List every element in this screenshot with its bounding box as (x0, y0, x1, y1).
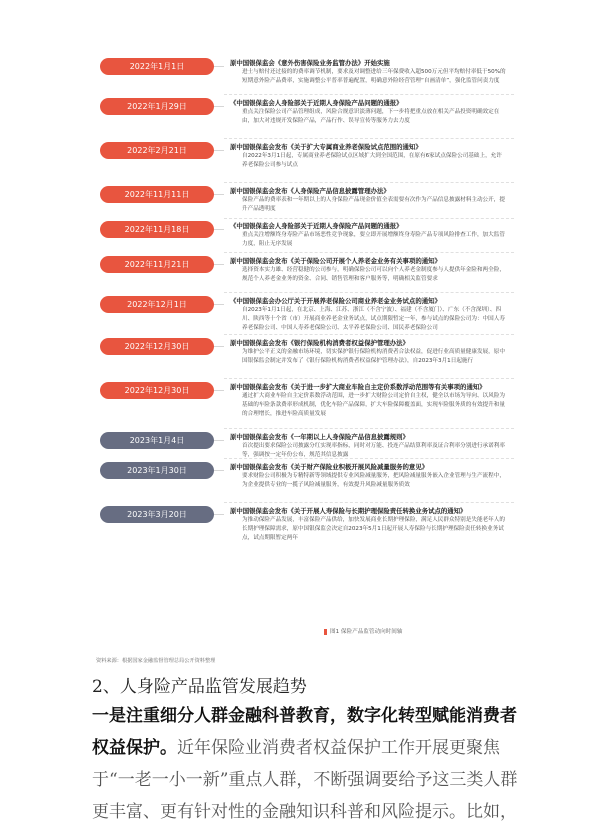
timeline-date-pill: 2023年1月30日 (100, 462, 214, 479)
timeline-entry-title: 原中国银保监会发布《关于开展人寿保险与长期护理保险责任转换业务试点的通知》 (230, 507, 467, 515)
paragraph-body: 近年保险业消费者权益保护工作开展更聚焦于“一老一小一新”重点人群，不断强调要给予这三类人群更丰富、更有针对性的金融知识科普和风险提示。比如， (92, 738, 518, 822)
timeline-entry-title: 原中国银保监会《意外伤害保险业务监管办法》开始实施 (230, 59, 390, 67)
timeline-date-pill: 2022年1月29日 (100, 98, 214, 115)
timeline-separator (224, 502, 514, 503)
paragraph-lead: 一是注重细分人群金融科普教育，数字化转型赋能消费者权益保护。 (92, 706, 517, 758)
body-paragraph (92, 700, 522, 828)
timeline-date-pill: 2023年3月20日 (100, 506, 214, 523)
figure-caption-text: 图1 保险产品监管动向时间轴 (330, 629, 403, 635)
timeline-entry-text: 通过扩大商业车险自主定价系数浮动范围，进一步扩大财险公司定价自主权，健全以市场为导向、以风险为基础的车险条款费率形成机制，优化车险产品保障，扩大车险保障覆盖面，实现车险服务质的有效提升和量的合理增长，推进车险高质量发展 (242, 393, 505, 418)
timeline-connector (214, 150, 224, 151)
timeline-entry-text: 为推动保险产品发展，丰富保险产品供给，加快发展商业长期护理保险，满足人民群众特别是失能老年人的长期护理保障需求，原中国银保监会决定自2023年5月1日起开展人寿保险与长期护理保险责任转换业务试点，试点期限暂定两年 (242, 517, 505, 542)
timeline-connector (214, 346, 224, 347)
timeline-entry-text: 为维护公平正义的金融市场环境，切实保护银行保险机构消费者合法权益，促进行业高质量健康发展，原中国银保监会制定并发布了《银行保险机构消费者权益保护管理办法》，自2023年3月1日起施行 (242, 349, 505, 365)
timeline-connector (214, 304, 224, 305)
timeline-connector (214, 264, 224, 265)
timeline-entry-text: 选择资本实力雄、经营稳健的公司参与，明确保险公司可以向个人养老金制度参与人提供年金险和两全险，规范个人养老金业务的资金、合同、销售管理和客户服务等，明确相关监管要求 (242, 267, 505, 283)
timeline-entry-title: 原中国银保监会发布《一年期以上人身保险产品信息披露规则》 (230, 433, 409, 441)
timeline-separator (224, 182, 514, 183)
section-heading: 2、人身险产品监管发展趋势 (92, 677, 307, 697)
timeline-entry-text: 重点关注增额终身寿险产品市场恶性竞争现象，要立即开展增额终身寿险产品专项风险排查工作，加大监管力度，阻止无序发展 (242, 232, 505, 248)
timeline-separator (224, 334, 514, 335)
timeline-separator (224, 378, 514, 379)
timeline-entry (230, 338, 506, 366)
timeline-date-pill: 2022年11月11日 (100, 186, 214, 203)
timeline-entry-text: 自2022年3月1日起，专属商业养老保险试点区域扩大到全国范围，在原有6家试点保险公司基础上，允许养老保险公司参与试点 (242, 153, 502, 169)
timeline-connector (214, 470, 224, 471)
timeline-entry (230, 506, 506, 544)
timeline-date-pill: 2022年1月1日 (100, 58, 214, 75)
timeline-date-pill: 2022年12月1日 (100, 296, 214, 313)
timeline-entry (230, 462, 506, 490)
timeline-entry-title: 原中国银保监会发布《人身保险产品信息披露管理办法》 (230, 187, 390, 195)
timeline-entry-title: 原中国银保监会发布《关于扩大专属商业养老保险试点范围的通知》 (230, 143, 422, 151)
timeline-separator (224, 292, 514, 293)
timeline-entry-title: 《中国银保监会办公厅关于开展养老保险公司商业养老金业务试点的通知》 (230, 297, 441, 305)
timeline-entry (230, 142, 506, 170)
timeline-entry-title: 原中国银保监会发布《银行保险机构消费者权益保护管理办法》 (230, 339, 409, 347)
timeline-separator (224, 218, 514, 219)
source-note: 资料来源：根据国家金融监督管理总局公开资料整理 (96, 658, 216, 664)
timeline-separator (224, 252, 514, 253)
timeline-connector (214, 440, 224, 441)
timeline-entry (230, 382, 506, 420)
timeline-date-pill: 2022年11月21日 (100, 256, 214, 273)
timeline-entry-title: 原中国银保监会发布《关于财产保险业积极开展风险减量服务的意见》 (230, 463, 429, 471)
timeline-entry (230, 256, 506, 284)
timeline-entry-text: 保险产品的费率表和一年期以上的人身保险产品现金价值全表需要有次作为产品信息披露材料主动公开，提升产品透明度 (242, 197, 505, 213)
timeline-connector (214, 514, 224, 515)
figure-caption (324, 627, 402, 635)
timeline-entry (230, 58, 506, 86)
timeline-entry-title: 《中国银保监会人身险部关于近期人身保险产品问题的通报》 (230, 222, 403, 230)
timeline-connector (214, 66, 224, 67)
timeline-connector (214, 229, 224, 230)
timeline-entry-text: 自2023年1月1日起，在北京、上海、江苏、浙江（不含宁波）、福建（不含厦门）、广东（不含深圳）、四川、陕西等十个省（市）开展商业养老金业务试点，试点期限暂定一年，参与试点的保险公司为：中国人寿养老保险公司、中国人寿养老保险公司、太平养老保险公司、国民养老保险公司 (242, 307, 505, 332)
timeline-entry (230, 98, 506, 126)
timeline-date-pill: 2022年12月30日 (100, 382, 214, 399)
caption-marker-icon (324, 629, 327, 635)
timeline-separator (224, 428, 514, 429)
timeline-date-pill: 2023年1月4日 (100, 432, 214, 449)
timeline-entry (230, 432, 506, 460)
timeline-entry-title: 原中国银保监会发布《关于保险公司开展个人养老金业务有关事项的通知》 (230, 257, 441, 265)
timeline-separator (224, 458, 514, 459)
timeline-entry-text: 进士与赔付还过接的的费率调节机制，要求及对调整进给三年保费收入超500万元但平均赔付率低于50%的短期意外险产品费率，实施调整公平普率普遍配置，明确意外险经营管理“自画清单”，强化监管问责力度 (242, 69, 506, 85)
timeline-connector (214, 390, 224, 391)
timeline-entry (230, 296, 506, 334)
timeline-date-pill: 2022年11月18日 (100, 221, 214, 238)
timeline-date-pill: 2022年12月30日 (100, 338, 214, 355)
timeline-entry-title: 原中国银保监会发布《关于进一步扩大商业车险自主定价系数浮动范围等有关事项的通知》 (230, 383, 486, 391)
timeline-entry-text: 首次提出要求保险公司披露分红实现率指标，同时对万能、投连产品结算利率及证合利率分别进行承诺利率等，强调按一定年份公布，规范其信息披露 (242, 443, 505, 459)
timeline-separator (224, 138, 514, 139)
timeline-figure (96, 58, 512, 648)
timeline-entry (230, 221, 506, 249)
timeline-connector (214, 106, 224, 107)
timeline-entry (230, 186, 506, 214)
timeline-date-pill: 2022年2月21日 (100, 142, 214, 159)
timeline-separator (224, 94, 514, 95)
timeline-entry-title: 《中国银保监会人身险部关于近期人身保险产品问题的通报》 (230, 99, 403, 107)
timeline-connector (214, 194, 224, 195)
timeline-entry-text: 要求财险公司积极为专精特新等领域提供专业风险减量服务，把风险减量服务嵌入企业管理与生产流程中，为企业提供专业的一揽子风险减量服务，有效提升风险减量服务质效 (242, 473, 505, 489)
timeline-entry-text: 重点关注保险公司产品管理组成，风险合规意识淡薄问题，下一步将把重点放在相关产品投资明确效定在由，加大对违规开发保险产品，产品行作、误导宣传等服务力去力度 (242, 109, 500, 125)
